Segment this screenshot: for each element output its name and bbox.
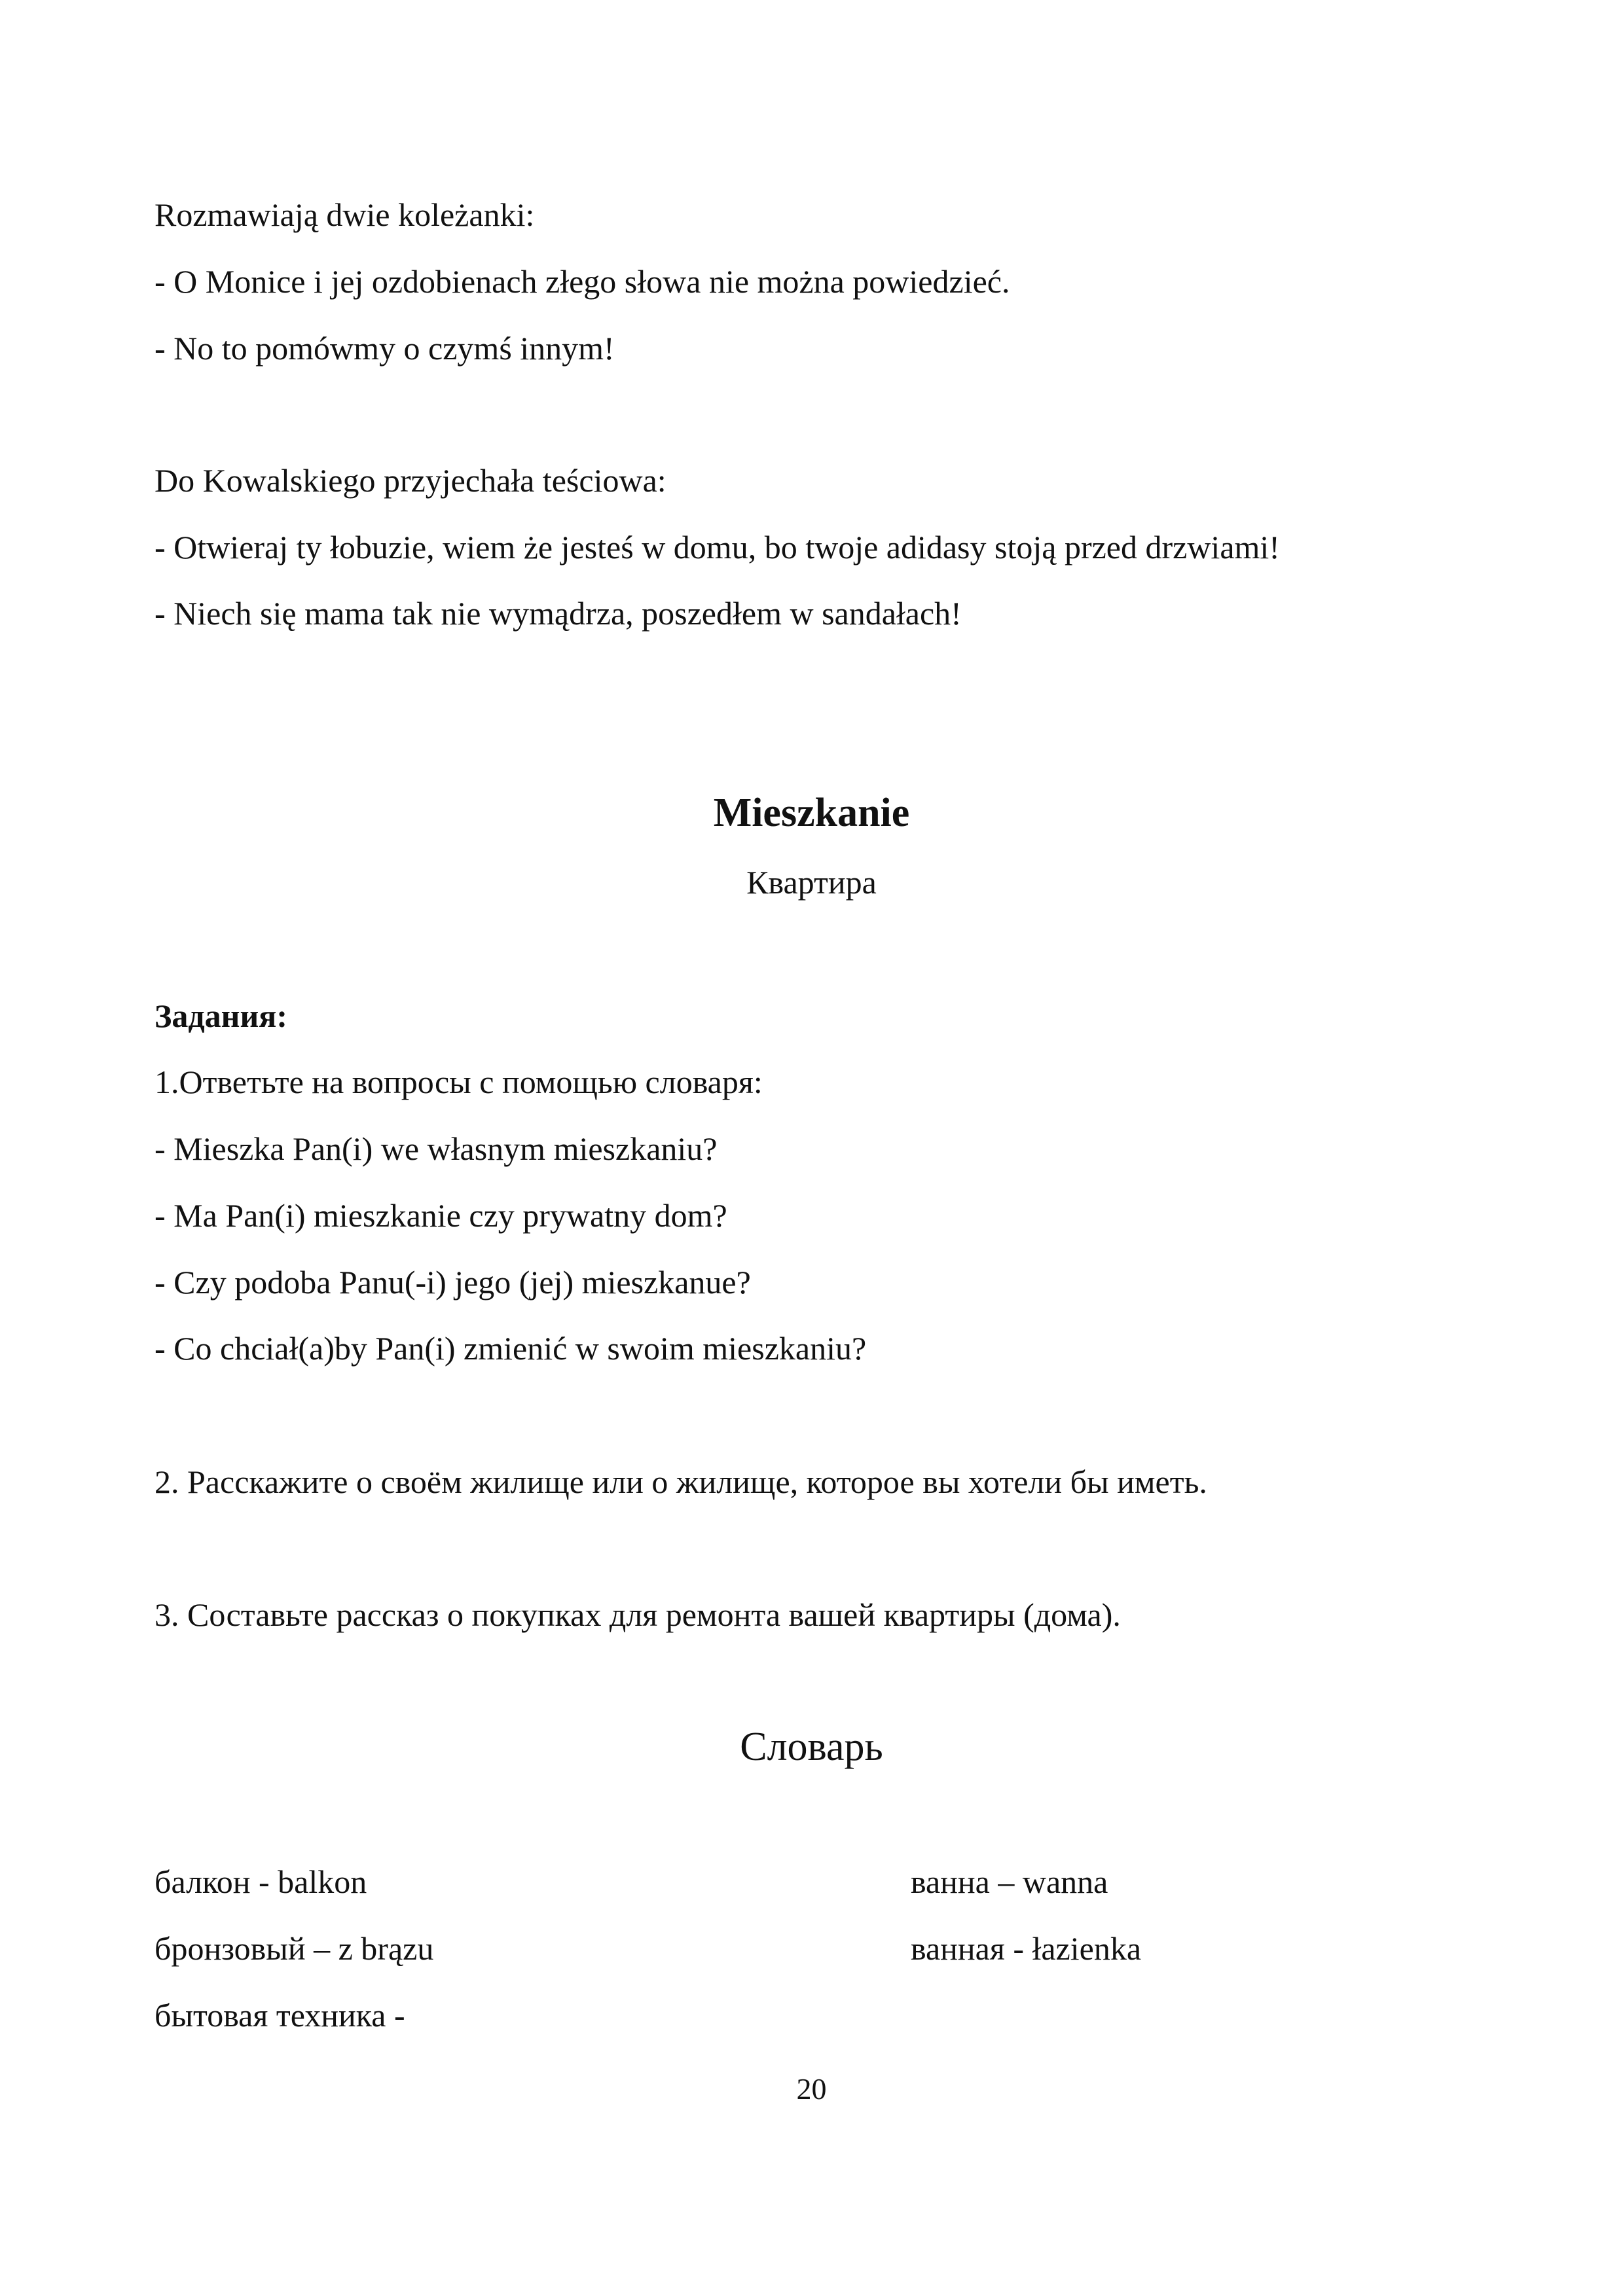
tasks-heading: Задания: — [155, 997, 288, 1034]
task-3-text: 3. Составьте рассказ о покупках для ремонта вашей квартиры (дома). — [155, 1596, 1121, 1633]
section-subtitle: Квартира — [746, 864, 877, 901]
section-title: Mieszkanie — [713, 791, 910, 835]
joke-1-line-1: - O Monice i jej ozdobienach złego słowa nie można powiedzieć. — [155, 263, 1010, 300]
task-2-text: 2. Расскажите о своём жилище или о жилище, которое вы хотели бы иметь. — [155, 1463, 1207, 1500]
task-1-text: 1.Ответьте на вопросы с помощью словаря: — [155, 1064, 763, 1100]
vocab-right-item-2: ванная - łazienka — [911, 1930, 1142, 1967]
vocab-left-item-2: бронзовый – z brązu — [155, 1930, 434, 1967]
task-1-question-4: - Co chciał(a)by Pan(i) zmienić w swoim mieszkaniu? — [155, 1330, 867, 1367]
joke-2-intro: Do Kowalskiego przyjechała teściowa: — [155, 462, 666, 499]
task-1-question-1: - Mieszka Pan(i) we własnym mieszkaniu? — [155, 1130, 718, 1167]
page-number: 20 — [796, 2072, 827, 2106]
vocab-left-item-3: бытовая техника - — [155, 1997, 405, 2034]
joke-2-line-2: - Niech się mama tak nie wymądrza, poszedłem w sandałach! — [155, 595, 962, 632]
vocab-right-item-1: ванна – wanna — [911, 1863, 1108, 1900]
vocabulary-title: Словарь — [740, 1725, 883, 1769]
joke-1-intro: Rozmawiają dwie koleżanki: — [155, 196, 535, 233]
joke-1-line-2: - No to pomówmy o czymś innym! — [155, 330, 615, 367]
vocab-left-item-1: балкон - balkon — [155, 1863, 367, 1900]
task-1-question-2: - Ma Pan(i) mieszkanie czy prywatny dom? — [155, 1197, 727, 1234]
joke-2-line-1: - Otwieraj ty łobuzie, wiem że jesteś w domu, bo twoje adidasy stoją przed drzwiami! — [155, 529, 1280, 565]
task-1-question-3: - Czy podoba Panu(-i) jego (jej) mieszkanue? — [155, 1264, 751, 1300]
